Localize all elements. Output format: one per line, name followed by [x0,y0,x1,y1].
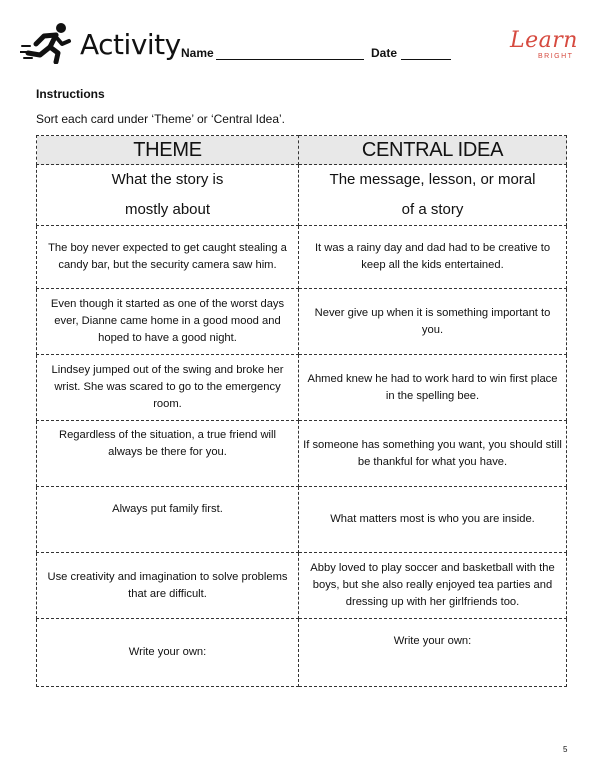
page-header [0,0,600,80]
card-row [37,355,567,421]
sorting-card[interactable]: The boy never expected to get caught stealing a candy bar, but the security camera saw him. [37,226,299,289]
logo-subtext: BRIGHT [538,53,574,60]
logo-text: Learn [510,28,578,53]
running-person-icon [20,22,72,64]
name-label: Name [181,46,214,60]
sorting-card[interactable]: Even though it started as one of the worst days ever, Dianne came home in a good mood and hoped to have a good night. [37,289,299,355]
sorting-card[interactable]: Regardless of the situation, a true friend will always be there for you. [37,421,299,487]
instructions-heading: Instructions [36,87,105,101]
learn-bright-logo [510,28,580,62]
sorting-card[interactable]: If someone has something you want, you should still be thankful for what you have. [299,421,567,487]
sorting-card[interactable]: Never give up when it is something important to you. [299,289,567,355]
card-row [37,553,567,619]
sorting-table [36,135,567,687]
date-field-line[interactable] [401,59,451,60]
sorting-card[interactable]: What matters most is who you are inside. [299,487,567,553]
theme-definition-line: What the story is [111,171,224,188]
instructions-text: Sort each card under ‘Theme’ or ‘Central Idea’. [36,112,286,126]
sorting-card[interactable]: Ahmed knew he had to work hard to win first place in the spelling bee. [299,355,567,421]
central-idea-definition-line: The message, lesson, or moral [329,171,536,188]
page-title: Activity [80,28,181,61]
card-row [37,289,567,355]
central-idea-definition-line: of a story [401,201,464,218]
central-idea-definition [299,165,567,226]
theme-definition [37,165,299,226]
page-number: 5 [563,745,568,754]
sorting-card[interactable]: It was a rainy day and dad had to be creative to keep all the kids entertained. [299,226,567,289]
sorting-card[interactable]: Use creativity and imagination to solve problems that are difficult. [37,553,299,619]
card-row [37,421,567,487]
write-your-own-card[interactable]: Write your own: [299,619,567,687]
date-label: Date [371,46,398,60]
definition-row [37,165,567,226]
name-field-line[interactable] [216,59,364,60]
card-row [37,619,567,687]
card-row [37,226,567,289]
theme-definition-line: mostly about [124,201,211,218]
theme-header: THEME [37,136,299,165]
sorting-card[interactable]: Abby loved to play soccer and basketball with the boys, but she also really enjoyed tea parties and dressing up with her girlfriends too. [299,553,567,619]
table-header-row [37,136,567,165]
central-idea-header: CENTRAL IDEA [299,136,567,165]
card-row [37,487,567,553]
write-your-own-card[interactable]: Write your own: [37,619,299,687]
sorting-card[interactable]: Lindsey jumped out of the swing and broke her wrist. She was scared to go to the emergency room. [37,355,299,421]
sorting-card[interactable]: Always put family first. [37,487,299,553]
